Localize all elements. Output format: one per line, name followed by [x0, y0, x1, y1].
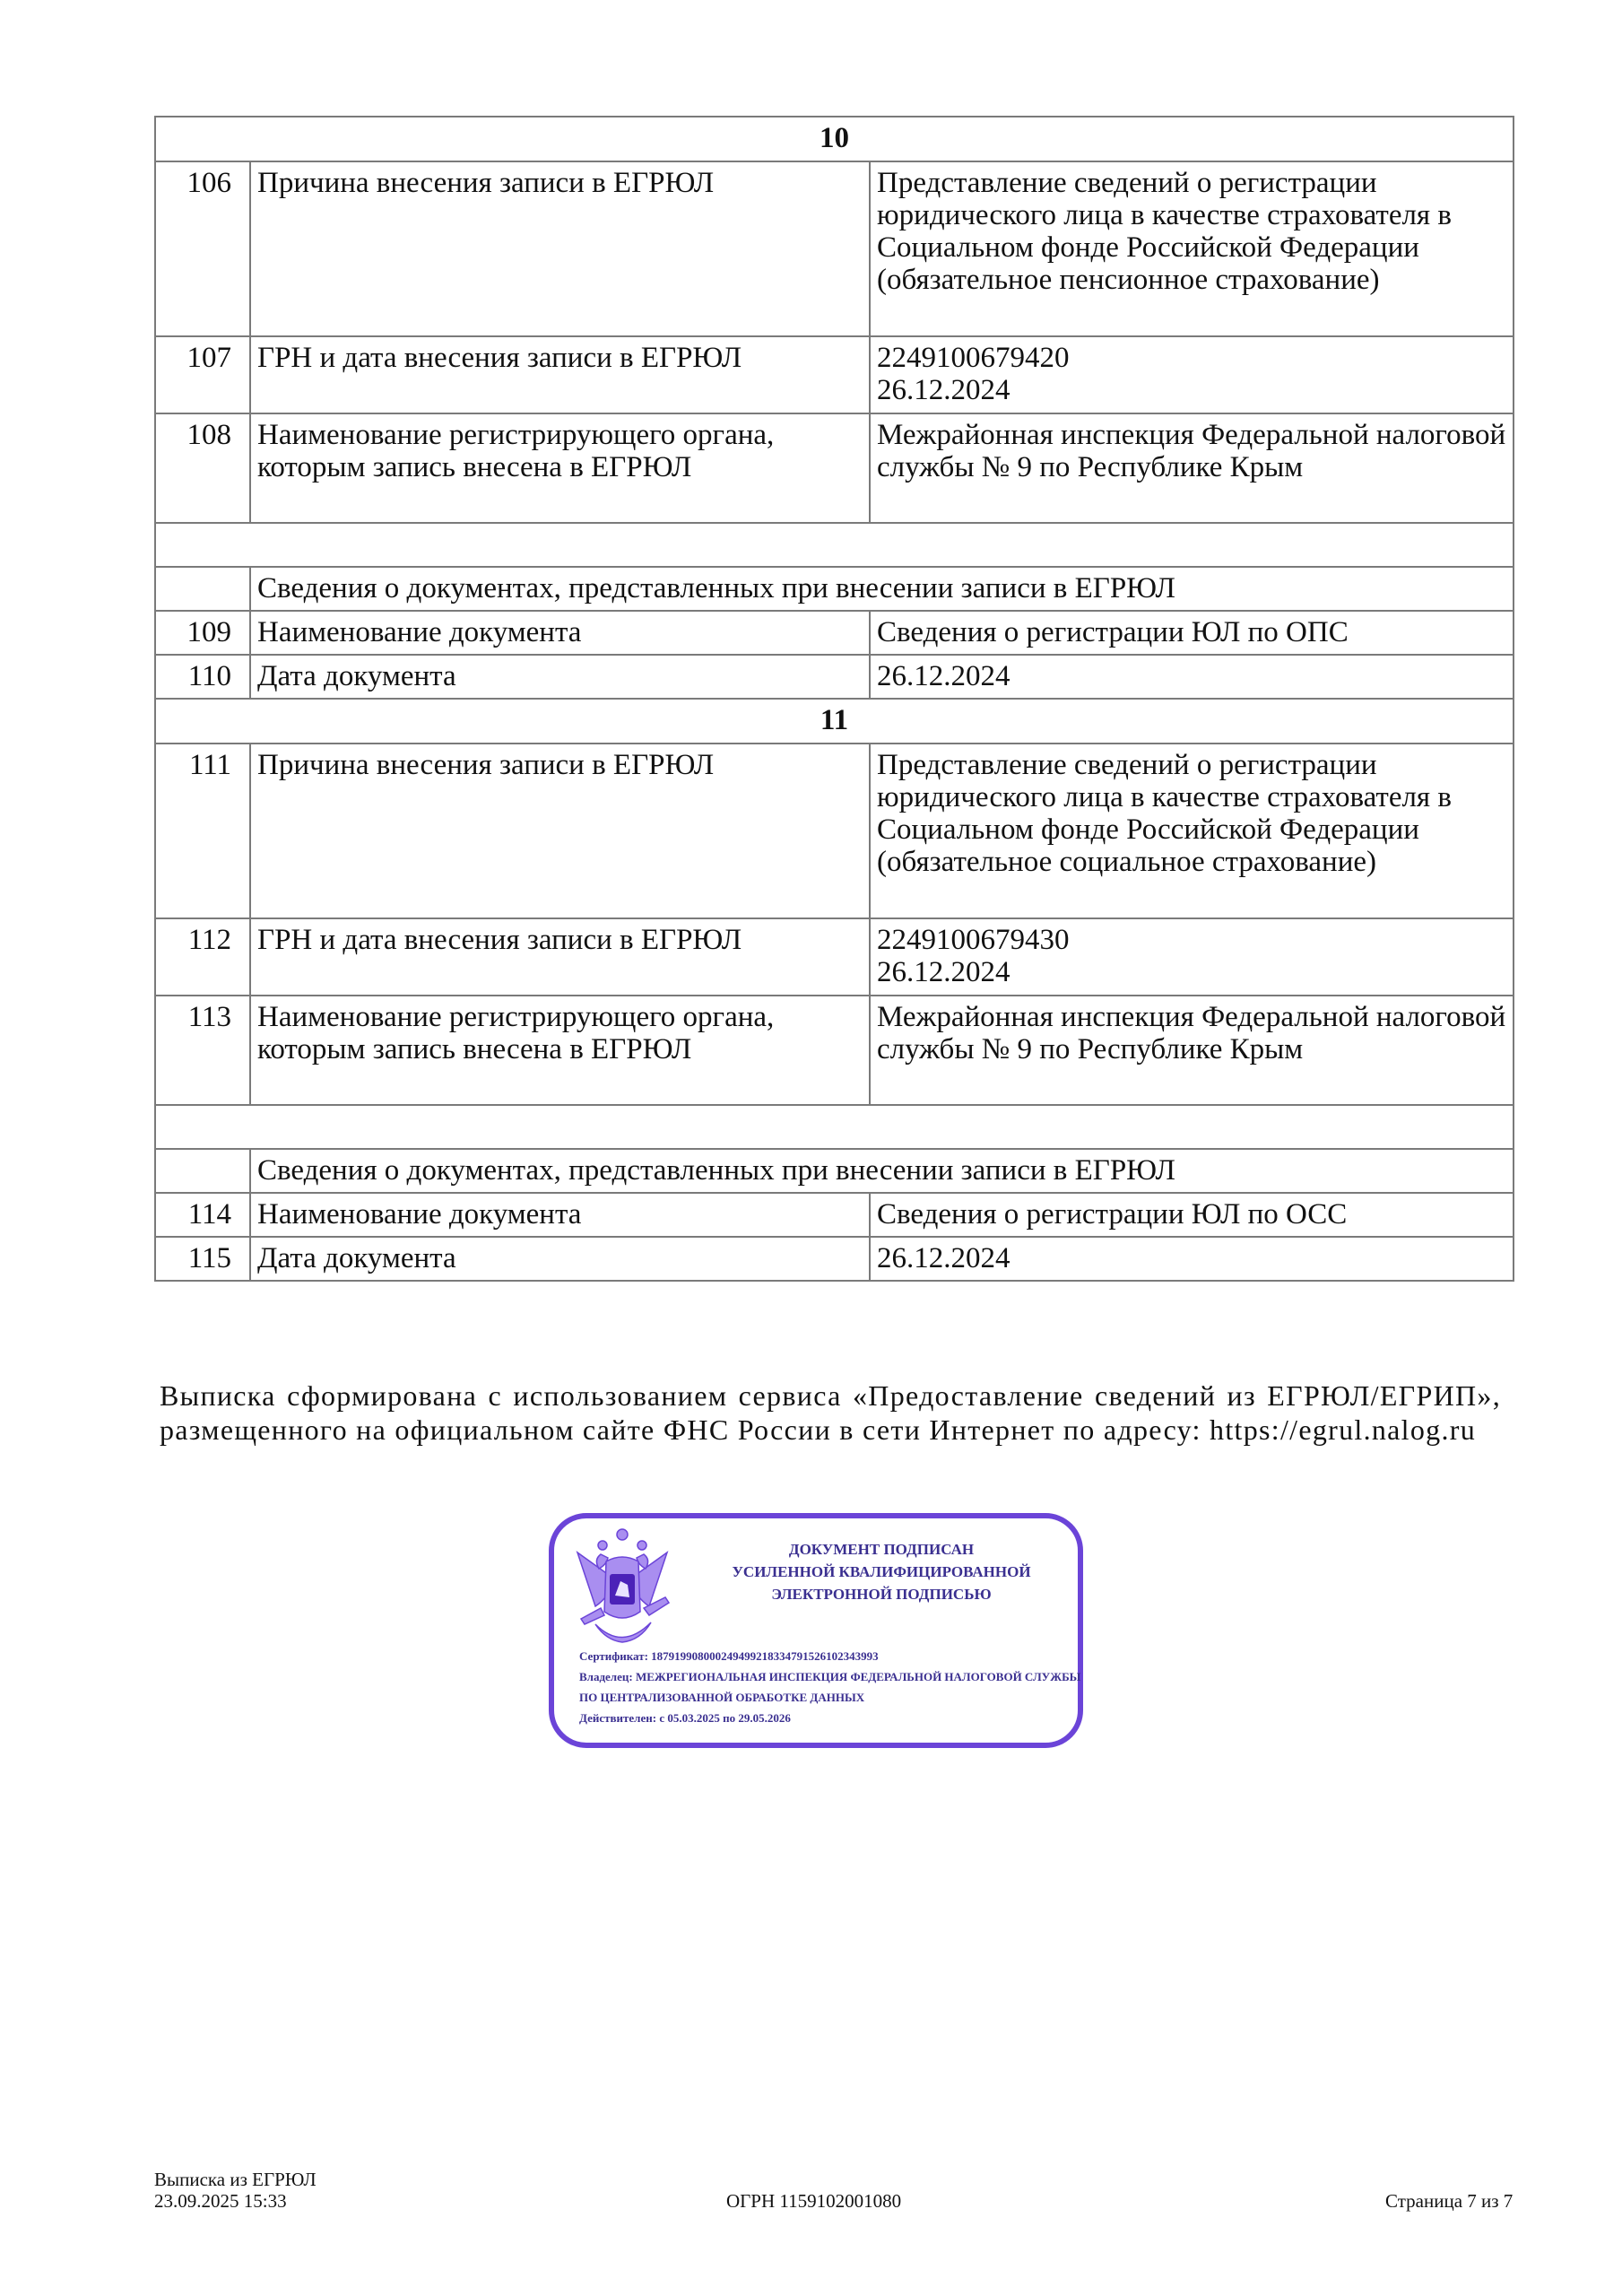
row-value: 26.12.2024	[870, 1237, 1514, 1281]
row-number: 115	[155, 1237, 250, 1281]
row-number: 114	[155, 1193, 250, 1237]
row-label: Наименование регистрирующего органа, которым запись внесена в ЕГРЮЛ	[250, 413, 870, 523]
documents-header: Сведения о документах, представленных при внесении записи в ЕГРЮЛ	[250, 1149, 1514, 1193]
row-label: Наименование документа	[250, 1193, 870, 1237]
e-signature-stamp	[549, 1513, 1083, 1748]
table-row	[155, 744, 1514, 918]
documents-header: Сведения о документах, представленных при внесении записи в ЕГРЮЛ	[250, 567, 1514, 611]
row-value: Межрайонная инспекция Федеральной налоговой службы № 9 по Республике Крым	[870, 413, 1514, 523]
table-row	[155, 413, 1514, 523]
russian-coat-of-arms-icon	[568, 1526, 676, 1648]
row-number: 113	[155, 996, 250, 1105]
table-row	[155, 918, 1514, 996]
row-label: Дата документа	[250, 1237, 870, 1281]
table-row	[155, 996, 1514, 1105]
row-value	[870, 918, 1514, 996]
grn-value: 2249100679430	[877, 924, 1070, 956]
row-label: Дата документа	[250, 655, 870, 699]
row-number: 106	[155, 161, 250, 336]
row-number: 107	[155, 336, 250, 413]
row-value: 26.12.2024	[870, 655, 1514, 699]
stamp-title-line: ЭЛЕКТРОННОЙ ПОДПИСЬЮ	[771, 1586, 992, 1603]
row-value: Представление сведений о регистрации юридического лица в качестве страхователя в Социальном фонде Российской Федерации (обязательное социальное страхование)	[870, 744, 1514, 918]
stamp-details	[579, 1646, 1081, 1728]
table-row	[155, 611, 1514, 655]
section-number: 11	[155, 699, 1514, 744]
row-label: Наименование документа	[250, 611, 870, 655]
row-label: Наименование регистрирующего органа, которым запись внесена в ЕГРЮЛ	[250, 996, 870, 1105]
row-number: 110	[155, 655, 250, 699]
stamp-title-line: ДОКУМЕНТ ПОДПИСАН	[788, 1541, 975, 1558]
empty-row	[155, 523, 1514, 567]
footer-datetime: 23.09.2025 15:33	[154, 2190, 287, 2212]
stamp-owner: Владелец: МЕЖРЕГИОНАЛЬНАЯ ИНСПЕКЦИЯ ФЕДЕРАЛЬНОЙ НАЛОГОВОЙ СЛУЖБЫ ПО ЦЕНТРАЛИЗОВАННОЙ ОБРАБОТКЕ ДАННЫХ	[579, 1670, 1081, 1704]
grn-date: 26.12.2024	[877, 956, 1010, 988]
section-number: 10	[155, 117, 1514, 161]
documents-header-row	[155, 567, 1514, 611]
section-header-row	[155, 699, 1514, 744]
row-value: Сведения о регистрации ЮЛ по ОПС	[870, 611, 1514, 655]
row-number: 109	[155, 611, 250, 655]
footer-page-number: Страница 7 из 7	[1385, 2190, 1514, 2212]
empty-row	[155, 1105, 1514, 1149]
row-value	[870, 336, 1514, 413]
row-value: Сведения о регистрации ЮЛ по ОСС	[870, 1193, 1514, 1237]
table-row	[155, 1193, 1514, 1237]
row-number: 111	[155, 744, 250, 918]
row-label: Причина внесения записи в ЕГРЮЛ	[250, 744, 870, 918]
row-value: Представление сведений о регистрации юридического лица в качестве страхователя в Социальном фонде Российской Федерации (обязательное пенсионное страхование)	[870, 161, 1514, 336]
stamp-title-line: УСИЛЕННОЙ КВАЛИФИЦИРОВАННОЙ	[732, 1563, 1031, 1580]
stamp-validity: Действителен: с 05.03.2025 по 29.05.2026	[579, 1711, 791, 1725]
table-row	[155, 336, 1514, 413]
stamp-title	[680, 1538, 1083, 1605]
row-value: Межрайонная инспекция Федеральной налоговой службы № 9 по Республике Крым	[870, 996, 1514, 1105]
row-label: ГРН и дата внесения записи в ЕГРЮЛ	[250, 336, 870, 413]
egrul-records-table	[154, 116, 1514, 1282]
footer-doc-title: Выписка из ЕГРЮЛ	[154, 2169, 317, 2190]
table-row	[155, 655, 1514, 699]
documents-header-row	[155, 1149, 1514, 1193]
grn-value: 2249100679420	[877, 342, 1070, 374]
row-label: Причина внесения записи в ЕГРЮЛ	[250, 161, 870, 336]
grn-date: 26.12.2024	[877, 374, 1010, 406]
service-note: Выписка сформирована с использованием сервиса «Предоставление сведений из ЕГРЮЛ/ЕГРИП», размещенного на официальном сайте ФНС России в сети Интернет по адресу: https://egrul.nalog.ru	[160, 1379, 1501, 1446]
row-label: ГРН и дата внесения записи в ЕГРЮЛ	[250, 918, 870, 996]
footer-ogrn: ОГРН 1159102001080	[726, 2190, 902, 2212]
section-header-row	[155, 117, 1514, 161]
table-row	[155, 1237, 1514, 1281]
footer-left	[154, 2169, 317, 2212]
table-row	[155, 161, 1514, 336]
row-number: 108	[155, 413, 250, 523]
stamp-certificate: Сертификат: 187919908000249499218334791526102343993	[579, 1649, 879, 1663]
row-number: 112	[155, 918, 250, 996]
